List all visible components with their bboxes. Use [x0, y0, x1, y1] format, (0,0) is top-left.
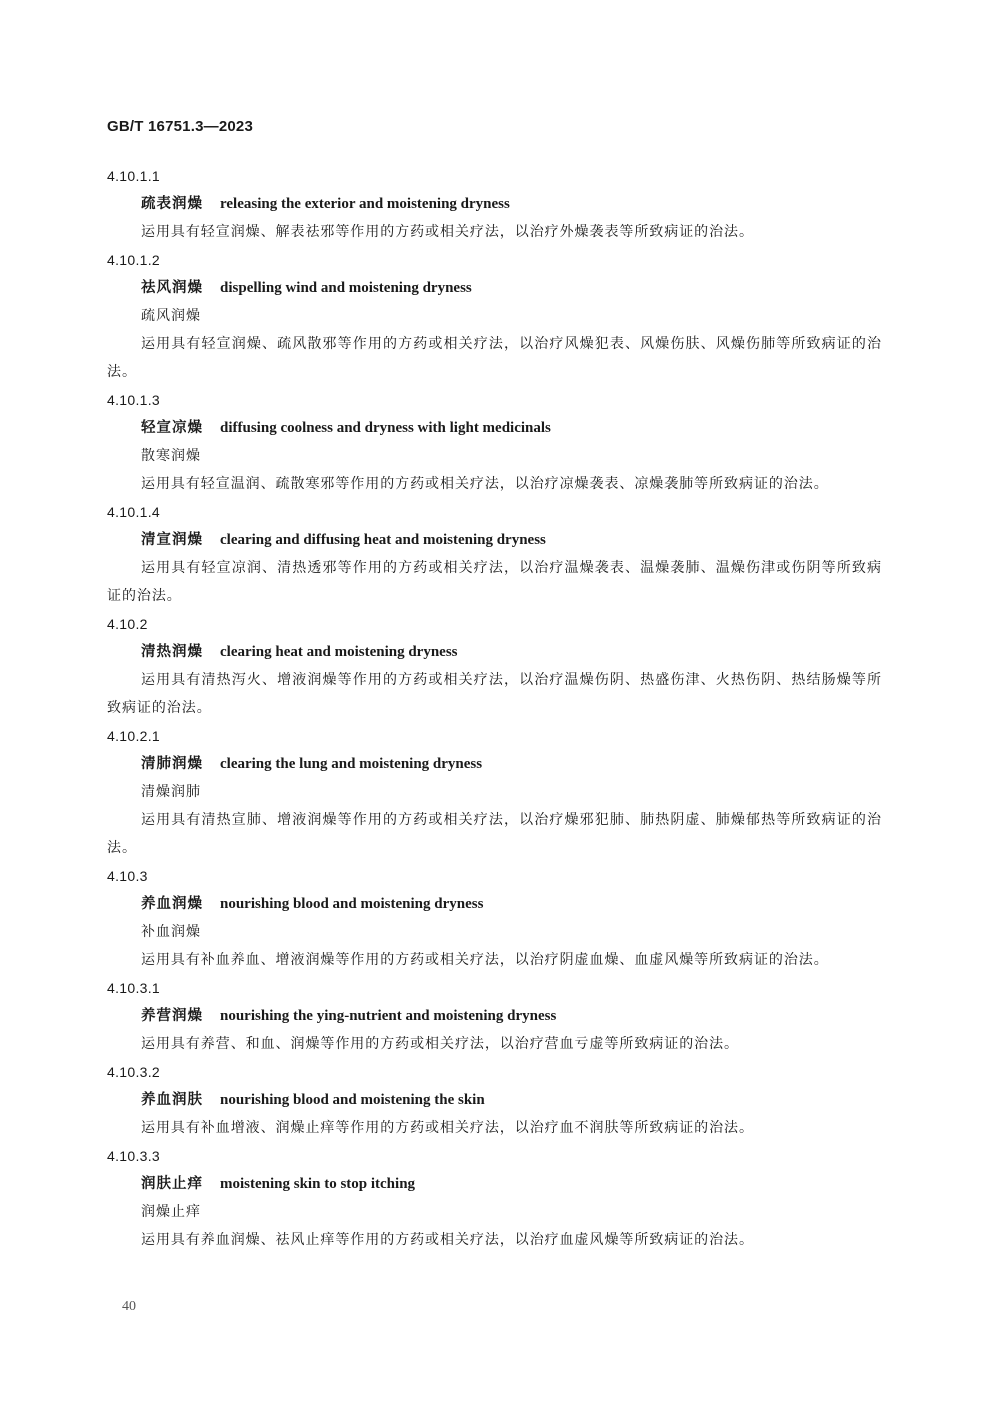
- term-chinese: 养血润肤: [141, 1092, 203, 1108]
- term-english: nourishing blood and moistening the skin: [220, 1092, 485, 1108]
- term-definition: 运用具有清热泻火、增液润燥等作用的方药或相关疗法，以治疗温燥伤阴、热盛伤津、火热伤阴、热结肠燥等所致病证的治法。: [107, 672, 882, 716]
- term-synonym: 疏风润燥: [141, 308, 201, 324]
- term-english: clearing and diffusing heat and moistening dryness: [220, 532, 546, 548]
- term-line: [107, 414, 882, 442]
- page-number: 40: [122, 1299, 136, 1314]
- term-entry: [107, 1142, 882, 1254]
- term-definition: 运用具有补血养血、增液润燥等作用的方药或相关疗法，以治疗阴虚血燥、血虚风燥等所致病证的治法。: [141, 952, 829, 968]
- term-english: clearing the lung and moistening dryness: [220, 756, 483, 772]
- term-definition: 运用具有养血润燥、祛风止痒等作用的方药或相关疗法，以治疗血虚风燥等所致病证的治法。: [141, 1232, 754, 1248]
- term-entry: [107, 974, 882, 1058]
- term-line: [107, 526, 882, 554]
- term-synonym: 散寒润燥: [141, 448, 201, 464]
- term-chinese: 清肺润燥: [141, 756, 203, 772]
- term-entry: [107, 498, 882, 610]
- term-definition: 运用具有轻宣润燥、疏风散邪等作用的方药或相关疗法，以治疗风燥犯表、风燥伤肤、风燥伤肺等所致病证的治法。: [107, 336, 882, 380]
- term-english: moistening skin to stop itching: [220, 1176, 416, 1192]
- term-definition: 运用具有补血增液、润燥止痒等作用的方药或相关疗法，以治疗血不润肤等所致病证的治法。: [141, 1120, 754, 1136]
- term-synonym: 润燥止痒: [141, 1204, 201, 1220]
- term-chinese: 润肤止痒: [141, 1176, 203, 1192]
- term-chinese: 清宣润燥: [141, 532, 203, 548]
- term-line: [107, 1086, 882, 1114]
- term-chinese: 疏表润燥: [141, 196, 203, 212]
- clause-number: 4.10.1.3: [107, 392, 160, 408]
- term-chinese: 养营润燥: [141, 1008, 203, 1024]
- term-english: diffusing coolness and dryness with light medicinals: [220, 420, 551, 436]
- term-chinese: 轻宣凉燥: [141, 420, 203, 436]
- term-synonym: 补血润燥: [141, 924, 201, 940]
- clause-number: 4.10.2.1: [107, 728, 160, 744]
- clause-number: 4.10.2: [107, 616, 148, 632]
- clause-number: 4.10.3.3: [107, 1148, 160, 1164]
- term-chinese: 祛风润燥: [141, 280, 203, 296]
- clause-number: 4.10.1.1: [107, 168, 160, 184]
- term-chinese: 清热润燥: [141, 644, 203, 660]
- term-line: [107, 190, 882, 218]
- term-entry: [107, 1058, 882, 1142]
- term-entry: [107, 610, 882, 722]
- term-english: releasing the exterior and moistening dryness: [220, 196, 510, 212]
- term-line: [107, 890, 882, 918]
- term-english: clearing heat and moistening dryness: [220, 644, 458, 660]
- clause-number: 4.10.3.1: [107, 980, 160, 996]
- term-definition: 运用具有轻宣凉润、清热透邪等作用的方药或相关疗法，以治疗温燥袭表、温燥袭肺、温燥伤津或伤阴等所致病证的治法。: [107, 560, 882, 604]
- clause-number: 4.10.1.4: [107, 504, 160, 520]
- term-english: dispelling wind and moistening dryness: [220, 280, 472, 296]
- term-definition: 运用具有清热宣肺、增液润燥等作用的方药或相关疗法，以治疗燥邪犯肺、肺热阴虚、肺燥郁热等所致病证的治法。: [107, 812, 882, 856]
- clause-number: 4.10.1.2: [107, 252, 160, 268]
- term-entry: [107, 862, 882, 974]
- term-entry: [107, 162, 882, 246]
- term-english: nourishing blood and moistening dryness: [220, 896, 484, 912]
- term-entry: [107, 246, 882, 386]
- term-english: nourishing the ying-nutrient and moistening dryness: [220, 1008, 557, 1024]
- term-line: [107, 1002, 882, 1030]
- term-line: [107, 750, 882, 778]
- clause-number: 4.10.3: [107, 868, 148, 884]
- clause-number: 4.10.3.2: [107, 1064, 160, 1080]
- term-definition: 运用具有轻宣温润、疏散寒邪等作用的方药或相关疗法，以治疗凉燥袭表、凉燥袭肺等所致病证的治法。: [141, 476, 829, 492]
- term-line: [107, 638, 882, 666]
- term-line: [107, 1170, 882, 1198]
- term-definition: 运用具有轻宣润燥、解表祛邪等作用的方药或相关疗法，以治疗外燥袭表等所致病证的治法。: [141, 224, 754, 240]
- standard-header: GB/T 16751.3—2023: [107, 118, 253, 135]
- term-synonym: 清燥润肺: [141, 784, 201, 800]
- term-definition: 运用具有养营、和血、润燥等作用的方药或相关疗法，以治疗营血亏虚等所致病证的治法。: [141, 1036, 739, 1052]
- term-entry: [107, 386, 882, 498]
- entry-list: [107, 162, 882, 1254]
- term-entry: [107, 722, 882, 862]
- term-line: [107, 274, 882, 302]
- term-chinese: 养血润燥: [141, 896, 203, 912]
